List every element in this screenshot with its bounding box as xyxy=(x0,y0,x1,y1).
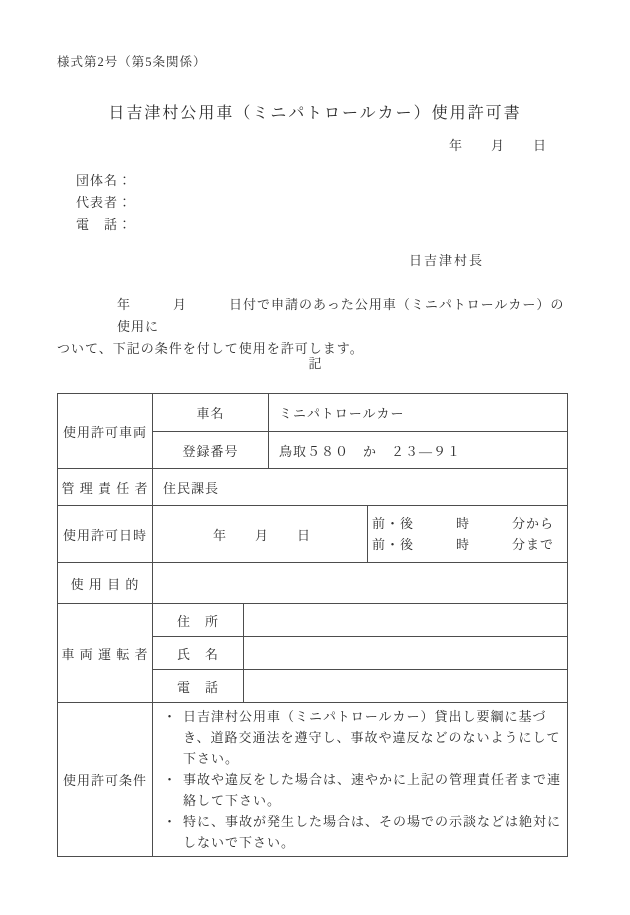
bullet-marker: ・ xyxy=(163,772,178,787)
paragraph-line-2: ついて、下記の条件を付して使用を許可します。 xyxy=(57,341,364,356)
driver-name-label: 氏 名 xyxy=(153,637,244,670)
condition-text-2: 事故や違反をした場合は、速やかに上記の管理責任者まで連絡して下さい。 xyxy=(183,772,562,808)
body-paragraph xyxy=(57,294,573,360)
table-row-purpose xyxy=(58,563,568,604)
driver-name-value xyxy=(244,637,568,670)
group-name-label: 団体名： xyxy=(76,173,133,188)
form-number: 様式第2号（第5条関係） xyxy=(57,55,207,69)
applicant-block xyxy=(76,170,132,236)
row-label-manager: 管 理 責 任 者 xyxy=(58,469,153,506)
conditions-cell xyxy=(153,703,568,857)
vehicle-name-value: ミニパトロールカー xyxy=(269,394,568,432)
table-row-vehicle-name xyxy=(58,394,568,432)
ki-heading: 記 xyxy=(308,356,322,371)
table-row-manager xyxy=(58,469,568,506)
condition-text-3: 特に、事故が発生した場合は、その場での示談などは絶対にしないで下さい。 xyxy=(183,814,562,850)
condition-item-1 xyxy=(159,706,561,769)
registration-label: 登録番号 xyxy=(153,432,269,469)
representative-label: 代表者： xyxy=(76,195,133,210)
issuer-name: 日吉津村長 xyxy=(409,253,485,268)
phone-label: 電 話： xyxy=(76,217,133,232)
row-label-purpose: 使 用 目 的 xyxy=(58,563,153,604)
row-label-permitted-vehicle: 使用許可車両 xyxy=(58,394,153,469)
bullet-marker: ・ xyxy=(163,709,178,724)
paragraph-line-1: 年 月 日付で申請のあった公用車（ミニパトロールカー）の使用に xyxy=(117,297,565,334)
table-row-conditions xyxy=(58,703,568,857)
driver-address-label: 住 所 xyxy=(153,604,244,637)
page-title: 日吉津村公用車（ミニパトロールカー）使用許可書 xyxy=(108,105,522,122)
registration-value: 鳥取５８０ か ２３―９１ xyxy=(269,432,568,469)
condition-text-1: 日吉津村公用車（ミニパトロールカー）貸出し要綱に基づき、道路交通法を遵守し、事故や違反などのないようにして下さい。 xyxy=(183,709,561,766)
time-to-line: 前・後 時 分まで xyxy=(372,537,555,552)
purpose-value xyxy=(153,563,568,604)
row-label-permit-datetime: 使用許可日時 xyxy=(58,506,153,563)
manager-value: 住民課長 xyxy=(153,469,568,506)
row-label-driver: 車 両 運 転 者 xyxy=(58,604,153,703)
vehicle-name-label: 車名 xyxy=(153,394,269,432)
time-from-line: 前・後 時 分から xyxy=(372,516,555,531)
driver-phone-value xyxy=(244,670,568,703)
condition-item-3 xyxy=(159,811,561,853)
row-label-conditions: 使用許可条件 xyxy=(58,703,153,857)
permit-time-cell xyxy=(368,506,568,563)
condition-item-2 xyxy=(159,769,561,811)
driver-address-value xyxy=(244,604,568,637)
table-row-driver-address xyxy=(58,604,568,637)
permit-date-cell: 年 月 日 xyxy=(153,506,368,563)
bullet-marker: ・ xyxy=(163,814,178,829)
driver-phone-label: 電 話 xyxy=(153,670,244,703)
permit-table xyxy=(57,393,568,857)
issue-date-line: 年 月 日 xyxy=(448,138,547,153)
table-row-permit-datetime xyxy=(58,506,568,563)
